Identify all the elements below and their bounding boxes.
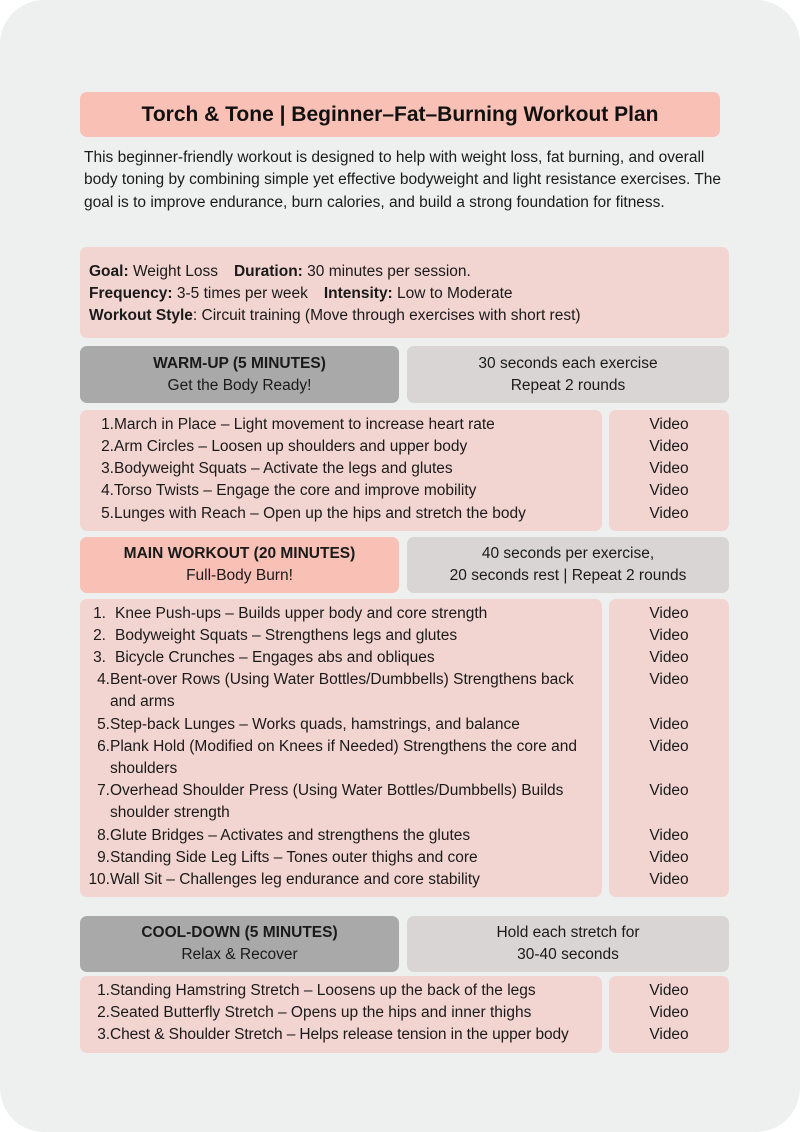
video-link[interactable]: Video <box>649 505 689 522</box>
list-item: 9. Standing Side Leg Lifts – Tones outer thighs and core <box>97 849 478 866</box>
main-workout-subtitle: Full-Body Burn! <box>186 567 293 584</box>
warmup-timing-line-1: 30 seconds each exercise <box>478 354 658 372</box>
video-link[interactable]: Video <box>649 1004 689 1021</box>
video-link[interactable]: Video <box>649 716 689 733</box>
list-item: 3. Chest & Shoulder Stretch – Helps release tension in the upper body <box>97 1026 569 1043</box>
video-link[interactable]: Video <box>649 871 689 888</box>
intensity-value: Low to Moderate <box>397 285 513 302</box>
video-link[interactable]: Video <box>649 460 689 477</box>
warmup-timing <box>407 346 729 403</box>
cooldown-timing <box>407 916 729 972</box>
main-workout-title: MAIN WORKOUT (20 MINUTES) <box>123 545 356 562</box>
video-link[interactable]: Video <box>649 827 689 844</box>
warmup-timing-line-2: Repeat 2 rounds <box>510 376 626 394</box>
list-item: 1. Standing Hamstring Stretch – Loosens up the back of the legs <box>97 982 536 999</box>
frequency-value: 3-5 times per week <box>176 285 308 302</box>
video-link[interactable]: Video <box>649 982 689 999</box>
info-line-2 <box>89 283 729 305</box>
list-item: 2. Seated Butterfly Stretch – Opens up the hips and inner thighs <box>97 1004 532 1021</box>
info-line-3 <box>89 305 729 327</box>
intro-paragraph: This beginner-friendly workout is designed to help with weight loss, fat burning, and overall body toning by combining simple yet effective bodyweight and light resistance exercises. The goal is to improve endurance, burn calories, and build a strong foundation for fitness. <box>84 149 722 211</box>
main-workout-header <box>80 537 399 593</box>
goal-value: Weight Loss <box>132 263 218 280</box>
list-item: 1. March in Place – Light movement to increase heart rate <box>101 416 495 433</box>
list-item: 5. Lunges with Reach – Open up the hips and stretch the body <box>101 505 526 522</box>
list-item: 2. Arm Circles – Loosen up shoulders and upper body <box>101 438 468 455</box>
frequency-label: Frequency: <box>89 285 173 302</box>
page-title: Torch & Tone | Beginner–Fat–Burning Workout Plan <box>80 92 720 137</box>
style-label: Workout Style <box>89 307 193 324</box>
video-link[interactable]: Video <box>649 1026 689 1043</box>
video-link[interactable]: Video <box>649 649 689 666</box>
warmup-subtitle: Get the Body Ready! <box>167 376 312 394</box>
video-link[interactable]: Video <box>649 605 689 622</box>
list-item: 10. Wall Sit – Challenges leg endurance and core stability <box>88 871 480 888</box>
duration-label: Duration: <box>233 263 303 280</box>
intensity-label: Intensity: <box>323 285 393 302</box>
info-line-1 <box>89 261 729 283</box>
cooldown-header <box>80 916 399 972</box>
video-link[interactable]: Video <box>649 671 689 688</box>
video-link[interactable]: Video <box>649 482 689 499</box>
cooldown-subtitle: Relax & Recover <box>181 946 298 963</box>
main-timing-line-2: 20 seconds rest | Repeat 2 rounds <box>449 567 687 584</box>
plan-info-box <box>80 247 729 338</box>
style-value: : Circuit training (Move through exercises with short rest) <box>192 307 581 324</box>
list-item: 4. Torso Twists – Engage the core and improve mobility <box>101 482 477 499</box>
video-link[interactable]: Video <box>649 849 689 866</box>
list-item: 3. Bodyweight Squats – Activate the legs and glutes <box>101 460 453 477</box>
duration-value: 30 minutes per session. <box>307 263 471 280</box>
list-item: 7. Overhead Shoulder Press (Using Water Bottles/Dumbbells) Builds shoulder strength <box>97 782 564 822</box>
video-link[interactable]: Video <box>649 416 689 433</box>
warmup-title: WARM-UP (5 MINUTES) <box>153 354 326 372</box>
video-link[interactable]: Video <box>649 738 689 755</box>
cooldown-timing-line-2: 30-40 seconds <box>517 946 619 963</box>
main-workout-timing <box>407 537 729 593</box>
list-item: 6. Plank Hold (Modified on Knees if Needed) Strengthens the core and shoulders <box>97 738 578 778</box>
list-item: 5. Step-back Lunges – Works quads, hamstrings, and balance <box>97 716 520 733</box>
list-item: 3. Bicycle Crunches – Engages abs and obliques <box>93 649 435 666</box>
video-link[interactable]: Video <box>649 627 689 644</box>
video-link[interactable]: Video <box>649 438 689 455</box>
main-timing-line-1: 40 seconds per exercise, <box>481 545 655 562</box>
list-item: 1. Knee Push-ups – Builds upper body and core strength <box>93 605 488 622</box>
cooldown-title: COOL-DOWN (5 MINUTES) <box>141 924 338 941</box>
cooldown-timing-line-1: Hold each stretch for <box>496 924 640 941</box>
list-item: 2. Bodyweight Squats – Strengthens legs and glutes <box>93 627 458 644</box>
list-item: 8. Glute Bridges – Activates and strengthens the glutes <box>97 827 471 844</box>
video-link[interactable]: Video <box>649 782 689 799</box>
list-item: 4. Bent-over Rows (Using Water Bottles/Dumbbells) Strengthens back and arms <box>97 671 574 711</box>
goal-label: Goal: <box>89 263 129 280</box>
warmup-header <box>80 346 399 403</box>
